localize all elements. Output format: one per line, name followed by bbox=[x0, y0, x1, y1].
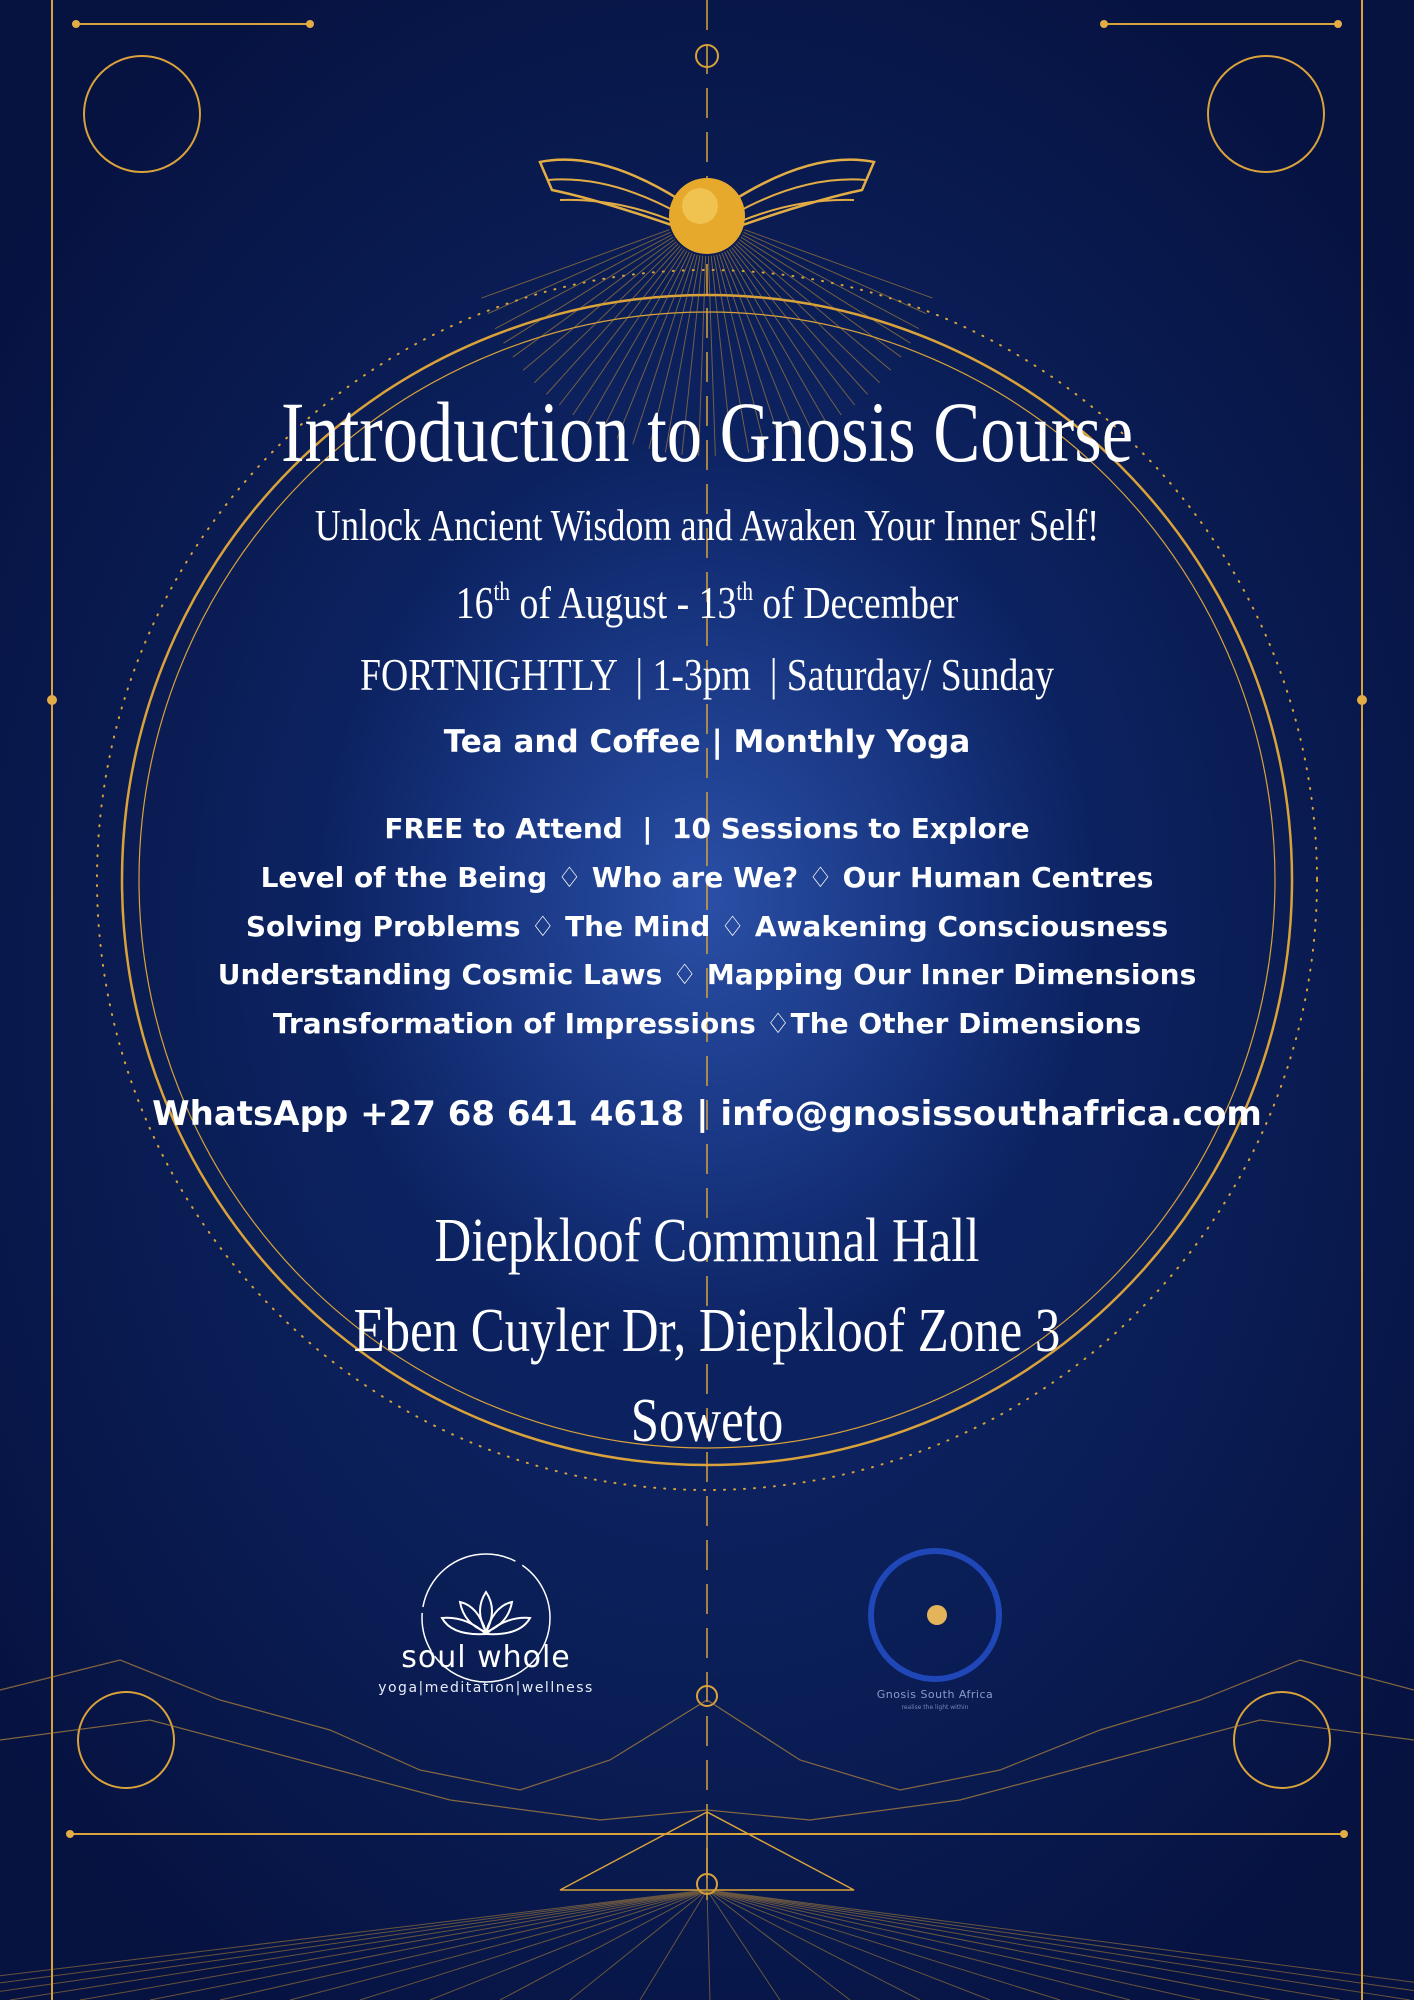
amenities-line: Tea and Coffee | Monthly Yoga bbox=[443, 724, 971, 760]
soulwhole-brand-name: soul whole bbox=[401, 1640, 571, 1675]
gnosis-brand-name: Gnosis South Africa bbox=[876, 1688, 994, 1701]
topics-line: Solving Problems ♢ The Mind ♢ Awakening Consciousness bbox=[245, 910, 1169, 943]
topics-line: Level of the Being ♢ Who are We? ♢ Our Human Centres bbox=[260, 861, 1154, 894]
winged-sun-icon bbox=[540, 160, 874, 254]
gnosis-brand-tagline: realise the light within bbox=[901, 1704, 969, 1711]
course-subtitle: Unlock Ancient Wisdom and Awaken Your Inner Self! bbox=[314, 501, 1100, 550]
corner-circle-top-right bbox=[1208, 56, 1324, 172]
topics-line: Understanding Cosmic Laws ♢ Mapping Our Inner Dimensions bbox=[217, 958, 1197, 991]
course-schedule: FORTNIGHTLY | 1-3pm | Saturday/ Sunday bbox=[360, 649, 1054, 700]
floor-rays bbox=[0, 1890, 1414, 2000]
free-sessions-line: FREE to Attend | 10 Sessions to Explore bbox=[384, 812, 1030, 845]
gnosis-circle-logo-icon bbox=[860, 1540, 1010, 1690]
venue-area: Soweto bbox=[630, 1387, 784, 1455]
course-title: Introduction to Gnosis Course bbox=[280, 384, 1134, 480]
corner-circle-top-left bbox=[84, 56, 200, 172]
pyramid bbox=[560, 1812, 854, 1890]
soulwhole-brand-tagline: yoga|meditation|wellness bbox=[378, 1680, 594, 1696]
venue-name: Diepkloof Communal Hall bbox=[434, 1207, 980, 1275]
corner-circle-bottom-left bbox=[78, 1692, 174, 1788]
contact-info: WhatsApp +27 68 641 4618 | info@gnosissouthafrica.com bbox=[152, 1094, 1262, 1134]
topics-line: Transformation of Impressions ♢The Other Dimensions bbox=[272, 1007, 1142, 1040]
venue-street: Eben Cuyler Dr, Diepkloof Zone 3 bbox=[353, 1297, 1061, 1365]
corner-circle-bottom-right bbox=[1234, 1692, 1330, 1788]
course-dates: 16th of August - 13th of December bbox=[455, 577, 959, 628]
